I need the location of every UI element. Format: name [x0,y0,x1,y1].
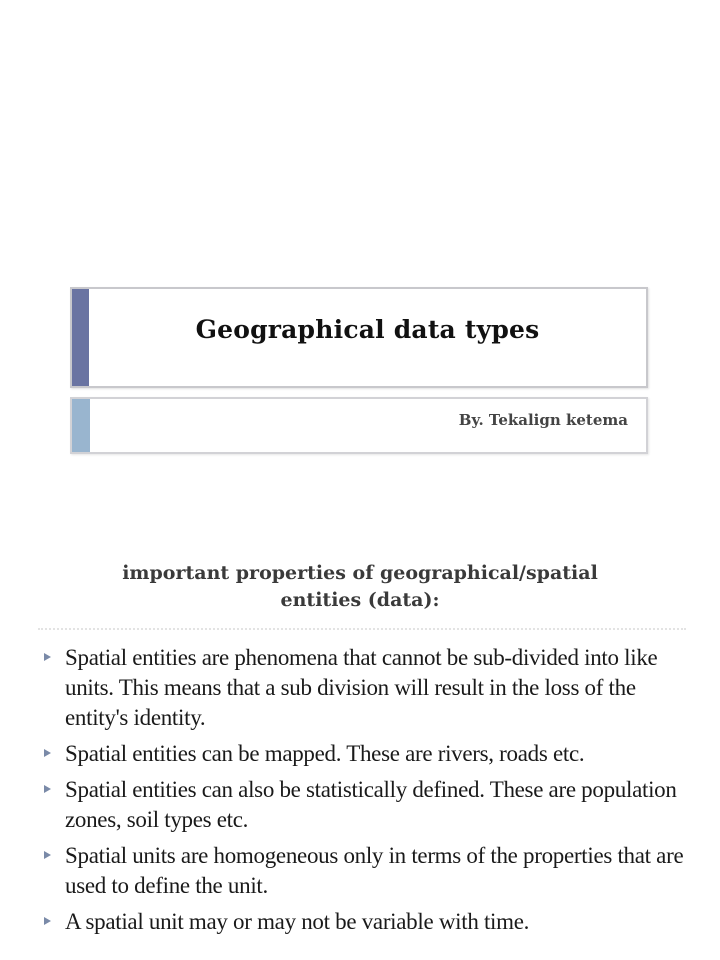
bullet-list [44,643,694,943]
title-box [70,287,648,388]
bullet-item [44,841,694,901]
bullet-text: Spatial entities can be mapped. These are rivers, roads etc. [65,741,585,766]
slide-title: Geographical data types [195,315,540,344]
triangle-right-icon [44,851,51,859]
dotted-divider [38,628,686,630]
heading-line-1: important properties of geographical/spatial [122,562,598,584]
bullet-item [44,739,694,769]
bullet-item [44,907,694,937]
bullet-item [44,643,694,733]
content-heading [40,560,680,614]
slide-author: By. Tekalign ketema [458,411,628,429]
triangle-right-icon [44,749,51,757]
bullet-text: Spatial units are homogeneous only in terms of the properties that are used to define the unit. [65,843,684,898]
subtitle-accent-bar [72,399,90,452]
bullet-text: A spatial unit may or may not be variable with time. [65,909,530,934]
bullet-item [44,775,694,835]
triangle-right-icon [44,653,51,661]
title-accent-bar [72,289,89,386]
heading-line-2: entities (data): [280,589,440,611]
bullet-text: Spatial entities are phenomena that cannot be sub-divided into like units. This means that a sub division will result in the loss of the entity's identity. [65,645,658,730]
bullet-text: Spatial entities can also be statistically defined. These are population zones, soil types etc. [65,777,677,832]
subtitle-box [70,397,648,454]
triangle-right-icon [44,917,51,925]
triangle-right-icon [44,785,51,793]
